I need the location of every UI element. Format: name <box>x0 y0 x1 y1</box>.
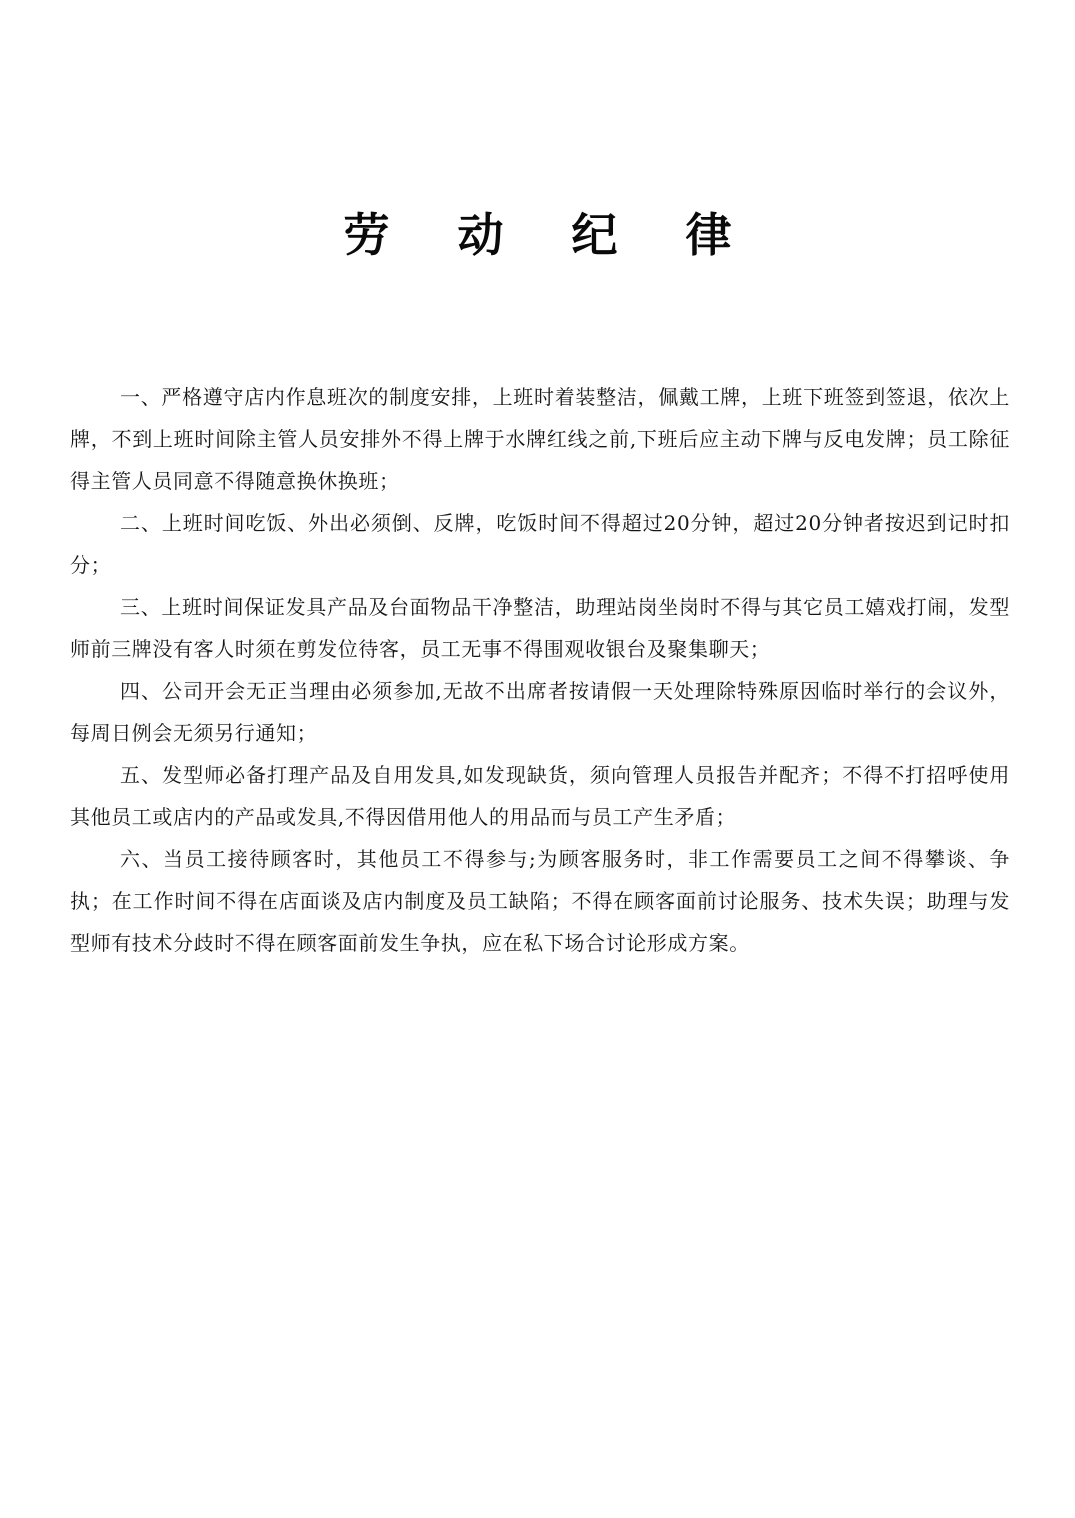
clause-1: 一、严格遵守店内作息班次的制度安排，上班时着装整洁，佩戴工牌，上班下班签到签退，依次上牌，不到上班时间除主管人员安排外不得上牌于水牌红线之前,下班后应主动下牌与反电发牌；员工除征得主管人员同意不得随意换休换班； <box>70 385 1010 493</box>
clause-2: 二、上班时间吃饭、外出必须倒、反牌，吃饭时间不得超过20分钟，超过20分钟者按迟到记时扣分； <box>70 511 1010 577</box>
clause-6: 六、当员工接待顾客时，其他员工不得参与;为顾客服务时，非工作需要员工之间不得攀谈、争执；在工作时间不得在店面谈及店内制度及员工缺陷；不得在顾客面前讨论服务、技术失误；助理与发型师有技术分歧时不得在顾客面前发生争执，应在私下场合讨论形成方案。 <box>70 847 1010 955</box>
document-body <box>70 376 1010 964</box>
document-title: 劳 动 纪 律 <box>343 208 758 262</box>
clause-3: 三、上班时间保证发具产品及台面物品干净整洁，助理站岗坐岗时不得与其它员工嬉戏打闹，发型师前三牌没有客人时须在剪发位待客，员工无事不得围观收银台及聚集聊天； <box>70 595 1010 661</box>
clause-4: 四、公司开会无正当理由必须参加,无故不出席者按请假一天处理除特殊原因临时举行的会议外，每周日例会无须另行通知； <box>70 679 1010 745</box>
clause-5: 五、发型师必备打理产品及自用发具,如发现缺货，须向管理人员报告并配齐；不得不打招呼使用其他员工或店内的产品或发具,不得因借用他人的用品而与员工产生矛盾； <box>70 763 1010 829</box>
